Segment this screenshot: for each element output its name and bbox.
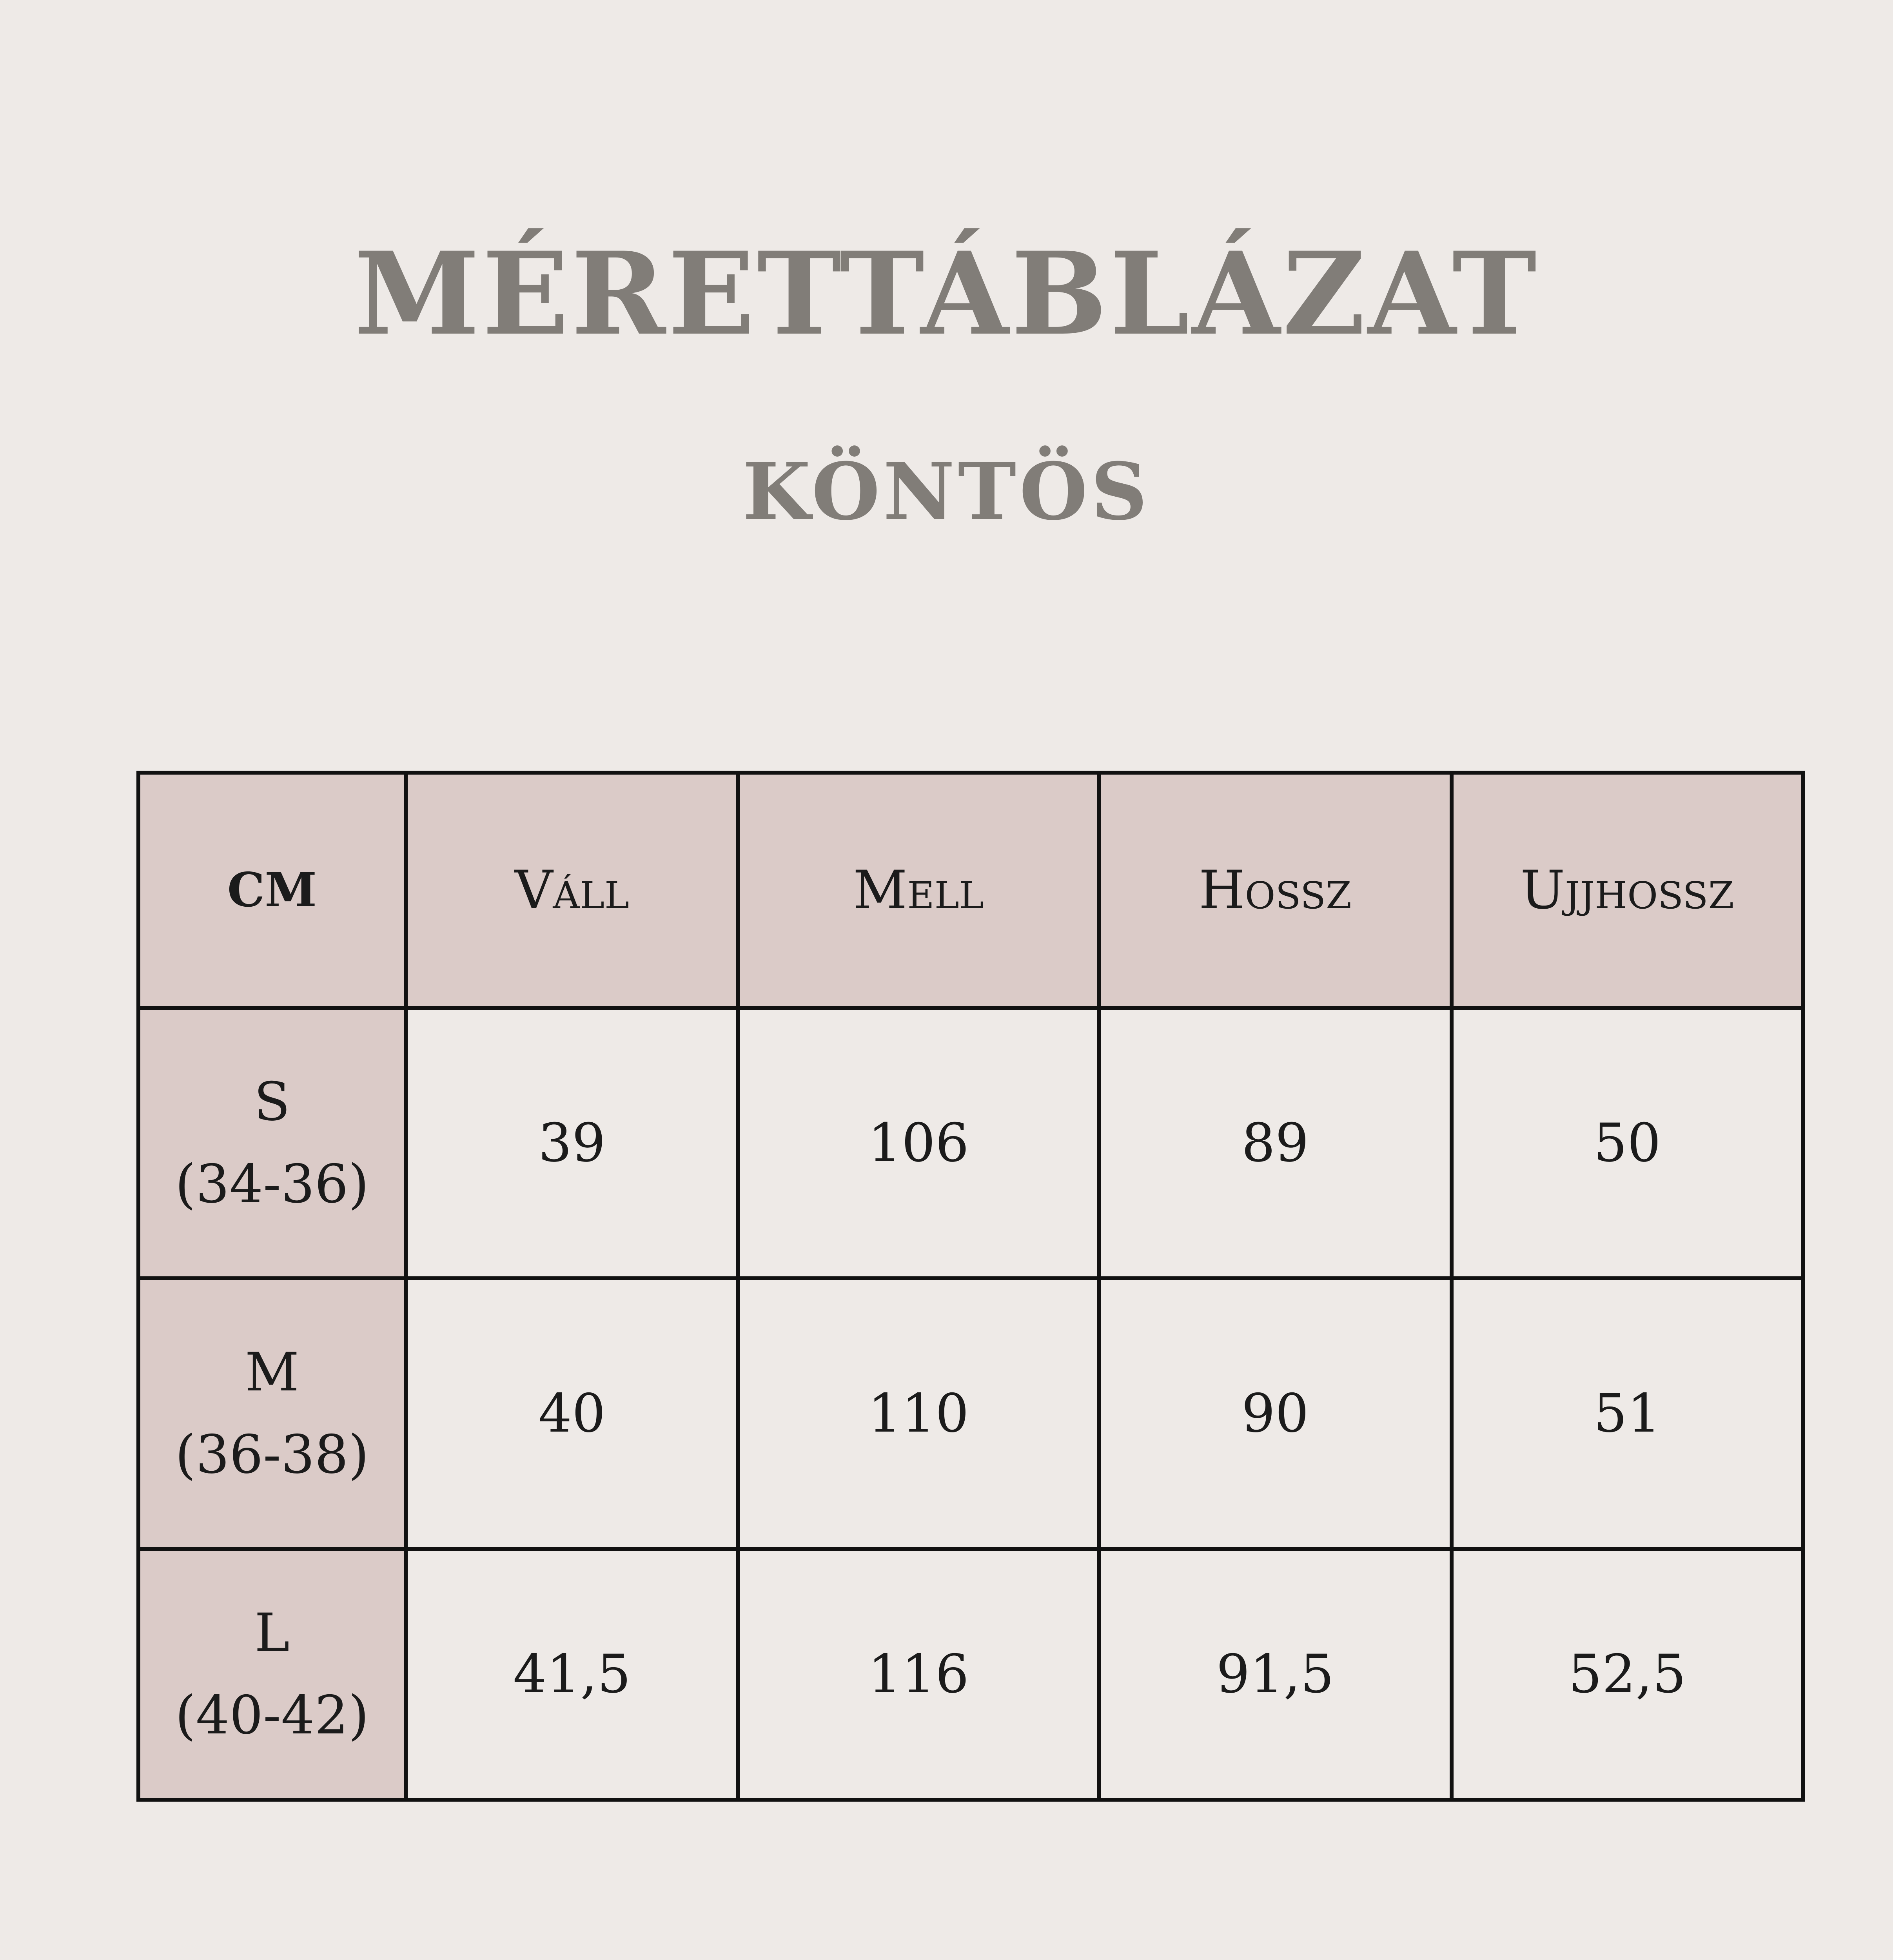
value-cell: 52,5: [1452, 1549, 1803, 1800]
size-name: L: [254, 1602, 290, 1664]
column-header-hossz: Hossz: [1099, 773, 1452, 1008]
value-cell: 110: [738, 1278, 1099, 1549]
table-row: [138, 1278, 1803, 1549]
size-label-cell: [138, 1008, 406, 1278]
value-cell: 50: [1452, 1008, 1803, 1278]
column-header-mell: Mell: [738, 773, 1099, 1008]
page-subtitle: KÖNTÖS: [742, 446, 1151, 538]
size-range: (40-42): [175, 1684, 369, 1746]
size-name: S: [254, 1071, 290, 1132]
column-header-ujjhossz: Ujjhossz: [1452, 773, 1803, 1008]
value-cell: 91,5: [1099, 1549, 1452, 1800]
value-cell: 51: [1452, 1278, 1803, 1549]
value-cell: 40: [406, 1278, 738, 1549]
unit-header-cell: CM: [138, 773, 406, 1008]
value-cell: 106: [738, 1008, 1099, 1278]
size-name: M: [245, 1341, 299, 1403]
value-cell: 41,5: [406, 1549, 738, 1800]
size-label-cell: [138, 1549, 406, 1800]
value-cell: 90: [1099, 1278, 1452, 1549]
page-title: MÉRETTÁBLÁZAT: [354, 227, 1539, 361]
value-cell: 89: [1099, 1008, 1452, 1278]
size-chart-table: [136, 771, 1805, 1802]
table-header-row: [138, 773, 1803, 1008]
table-row: [138, 1549, 1803, 1800]
size-label-cell: [138, 1278, 406, 1549]
value-cell: 116: [738, 1549, 1099, 1800]
column-header-vall: Váll: [406, 773, 738, 1008]
value-cell: 39: [406, 1008, 738, 1278]
size-range: (36-38): [175, 1424, 369, 1485]
table-row: [138, 1008, 1803, 1278]
size-range: (34-36): [175, 1153, 369, 1215]
